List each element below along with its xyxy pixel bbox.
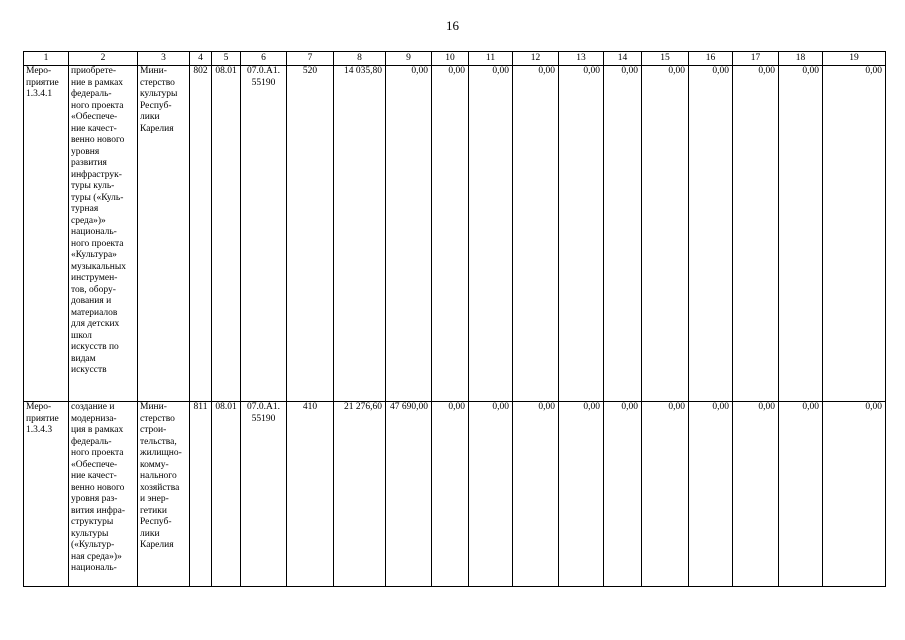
column-header: 8	[334, 52, 386, 66]
amount-cell: 0,00	[432, 66, 469, 402]
amount-cell: 47 690,00	[386, 402, 432, 587]
column-header: 13	[559, 52, 604, 66]
amount-cell: 0,00	[779, 402, 823, 587]
target-article-cell: 07.0.A1. 55190	[241, 402, 287, 587]
amount-cell: 0,00	[513, 402, 559, 587]
responsible-executor-cell: Мини- стерство культуры Респуб- лики Карелия	[138, 66, 190, 402]
amount-cell: 0,00	[559, 66, 604, 402]
table-row	[24, 66, 886, 402]
target-article-cell: 07.0.A1. 55190	[241, 66, 287, 402]
amount-cell: 0,00	[604, 402, 642, 587]
column-header: 9	[386, 52, 432, 66]
column-header: 19	[823, 52, 886, 66]
amount-cell: 0,00	[513, 66, 559, 402]
amount-cell: 0,00	[779, 66, 823, 402]
column-header: 18	[779, 52, 823, 66]
column-header: 10	[432, 52, 469, 66]
grbs-code-cell: 802	[190, 66, 212, 402]
amount-cell: 0,00	[432, 402, 469, 587]
table-header-row	[24, 52, 886, 66]
column-header: 15	[642, 52, 689, 66]
amount-cell: 0,00	[469, 402, 513, 587]
page-number: 16	[446, 18, 459, 33]
amount-cell: 0,00	[733, 66, 779, 402]
amount-cell: 0,00	[469, 66, 513, 402]
column-header: 2	[69, 52, 138, 66]
column-header: 7	[287, 52, 334, 66]
column-header: 16	[689, 52, 733, 66]
column-header: 5	[212, 52, 241, 66]
column-header: 3	[138, 52, 190, 66]
grbs-code-cell: 811	[190, 402, 212, 587]
amount-cell: 0,00	[823, 66, 886, 402]
column-header: 14	[604, 52, 642, 66]
amount-cell: 0,00	[386, 66, 432, 402]
table-row	[24, 402, 886, 587]
section-code-cell: 08.01	[212, 66, 241, 402]
expense-type-cell: 410	[287, 402, 334, 587]
amount-cell: 0,00	[559, 402, 604, 587]
amount-cell: 14 035,80	[334, 66, 386, 402]
amount-cell: 0,00	[689, 66, 733, 402]
event-code-cell: Меро- приятие 1.3.4.1	[24, 66, 69, 402]
event-description-cell: приобрете- ние в рамках федераль- ного проекта «Обеспече- ние качест- венно нового уровня развития инфраструк- туры куль- туры («Куль- турная среда»)» националь- ного проекта «Культура» музыкальных инструмен- тов, обору- дования и материалов для детских школ искусств по видам искусств	[69, 66, 138, 402]
amount-cell: 0,00	[642, 402, 689, 587]
column-header: 12	[513, 52, 559, 66]
responsible-executor-cell: Мини- стерство строи- тельства, жилищно- комму- нального хозяйства и энер- гетики Респуб- лики Карелия	[138, 402, 190, 587]
event-code-cell: Меро- приятие 1.3.4.3	[24, 402, 69, 587]
budget-table	[23, 51, 886, 587]
expense-type-cell: 520	[287, 66, 334, 402]
amount-cell: 0,00	[689, 402, 733, 587]
column-header: 1	[24, 52, 69, 66]
column-header: 6	[241, 52, 287, 66]
amount-cell: 21 276,60	[334, 402, 386, 587]
amount-cell: 0,00	[733, 402, 779, 587]
amount-cell: 0,00	[604, 66, 642, 402]
column-header: 11	[469, 52, 513, 66]
section-code-cell: 08.01	[212, 402, 241, 587]
event-description-cell: создание и модерниза- ция в рамках федераль- ного проекта «Обеспече- ние качест- венно нового уровня раз- вития инфра- структуры культуры («Культур- ная среда»)» националь-	[69, 402, 138, 587]
column-header: 4	[190, 52, 212, 66]
amount-cell: 0,00	[642, 66, 689, 402]
amount-cell: 0,00	[823, 402, 886, 587]
column-header: 17	[733, 52, 779, 66]
